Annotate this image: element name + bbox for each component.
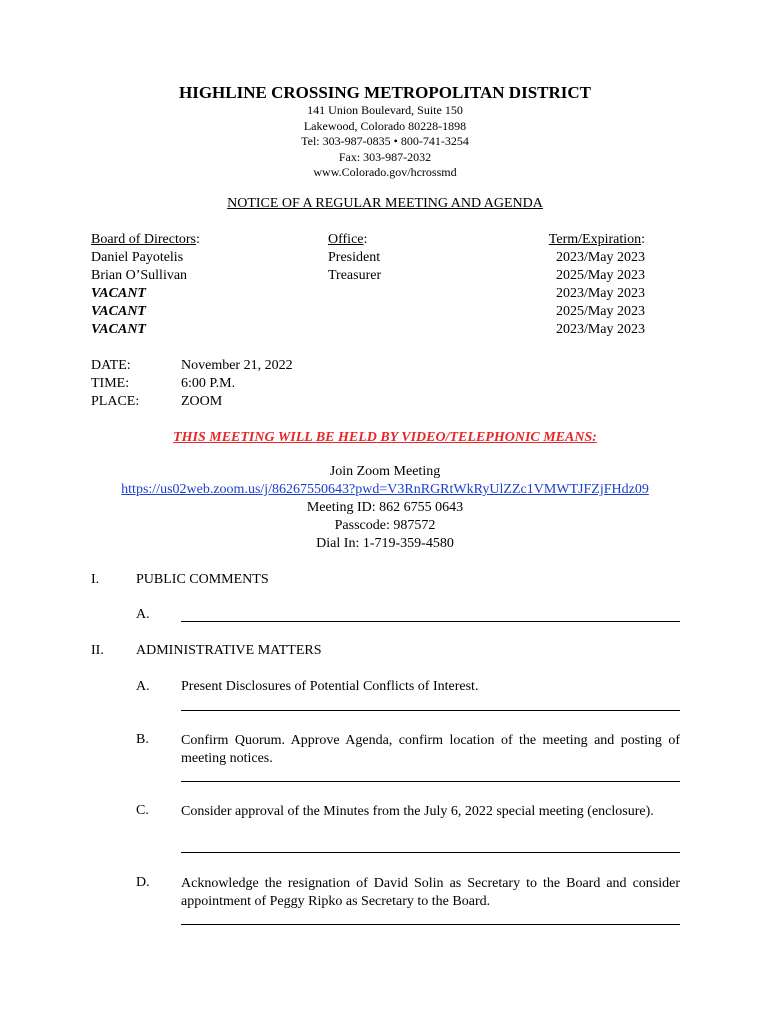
section-number: I.: [91, 572, 100, 587]
address-line: 141 Union Boulevard, Suite 150: [307, 103, 463, 117]
section-title: PUBLIC COMMENTS: [136, 572, 269, 587]
office-header-label: Office: [328, 232, 364, 247]
section-title: ADMINISTRATIVE MATTERS: [136, 643, 322, 658]
item-letter: B.: [136, 732, 149, 747]
website-line: www.Colorado.gov/hcrossmd: [313, 165, 457, 179]
date-value: November 21, 2022: [181, 358, 293, 373]
director-term: 2023/May 2023: [555, 286, 645, 301]
zoom-link[interactable]: https://us02web.zoom.us/j/86267550643?pwd=V3RnRGRtWkRyUlZZc1VMWTJFZjFHdz09: [121, 482, 649, 497]
meeting-id: Meeting ID: 862 6755 0643: [306, 500, 464, 515]
office-header: [328, 232, 367, 248]
item-rule: [181, 924, 680, 925]
director-term: 2025/May 2023: [555, 304, 645, 319]
board-header: [91, 232, 200, 248]
item-rule: [181, 852, 680, 853]
item-rule: [181, 710, 680, 711]
district-title: HIGHLINE CROSSING METROPOLITAN DISTRICT: [178, 83, 592, 102]
item-text: Present Disclosures of Potential Conflicts of Interest.: [181, 679, 479, 694]
item-text: Confirm Quorum. Approve Agenda, confirm location of the meeting and posting of meeting notices.: [181, 733, 680, 766]
item-letter: A.: [136, 607, 150, 622]
address-line: Lakewood, Colorado 80228-1898: [303, 118, 467, 133]
item-blank-line: [181, 621, 680, 622]
item-letter: A.: [136, 679, 150, 694]
director-office: President: [328, 250, 381, 265]
place-label: PLACE:: [91, 394, 140, 409]
office-header-colon: :: [363, 232, 368, 247]
director-term: 2025/May 2023: [555, 268, 645, 283]
video-meeting-notice-text: THIS MEETING WILL BE HELD BY VIDEO/TELEPHONIC MEANS:: [173, 430, 597, 445]
place-value: ZOOM: [181, 394, 223, 409]
phone-line: Tel: 303-987-0835 • 800-741-3254: [301, 134, 469, 148]
section-number: II.: [91, 643, 104, 658]
item-text: Acknowledge the resignation of David Solin as Secretary to the Board and consider appointment of Peggy Ripko as Secretary to the Board.: [181, 876, 680, 909]
notice-heading: [0, 196, 770, 212]
item-letter: D.: [136, 875, 150, 890]
term-header-colon: :: [641, 232, 645, 247]
notice-heading-text: NOTICE OF A REGULAR MEETING AND AGENDA: [227, 196, 543, 211]
term-header: [549, 232, 645, 248]
director-name-vacant: VACANT: [91, 304, 146, 319]
dial-in: Dial In: 1-719-359-4580: [316, 536, 454, 551]
video-meeting-notice: [0, 430, 770, 446]
zoom-link-row: [0, 482, 770, 498]
term-header-label: Term/Expiration: [548, 232, 642, 247]
director-name: Brian O’Sullivan: [91, 268, 188, 283]
time-label: TIME:: [91, 376, 130, 391]
fax-line: Fax: 303-987-2032: [338, 149, 432, 164]
date-label: DATE:: [91, 358, 131, 373]
item-letter: C.: [136, 803, 149, 818]
passcode: Passcode: 987572: [334, 518, 436, 533]
director-office: Treasurer: [328, 268, 382, 283]
board-header-label: Board of Directors: [91, 232, 196, 247]
item-rule: [181, 781, 680, 782]
item-text: Consider approval of the Minutes from the July 6, 2022 special meeting (enclosure).: [181, 804, 654, 819]
board-header-colon: :: [195, 232, 200, 247]
director-name-vacant: VACANT: [91, 322, 146, 337]
director-name: Daniel Payotelis: [91, 250, 184, 265]
director-name-vacant: VACANT: [91, 286, 146, 301]
director-term: 2023/May 2023: [555, 322, 645, 337]
director-term: 2023/May 2023: [555, 250, 645, 265]
time-value: 6:00 P.M.: [181, 376, 236, 391]
join-zoom-label: Join Zoom Meeting: [329, 464, 441, 479]
